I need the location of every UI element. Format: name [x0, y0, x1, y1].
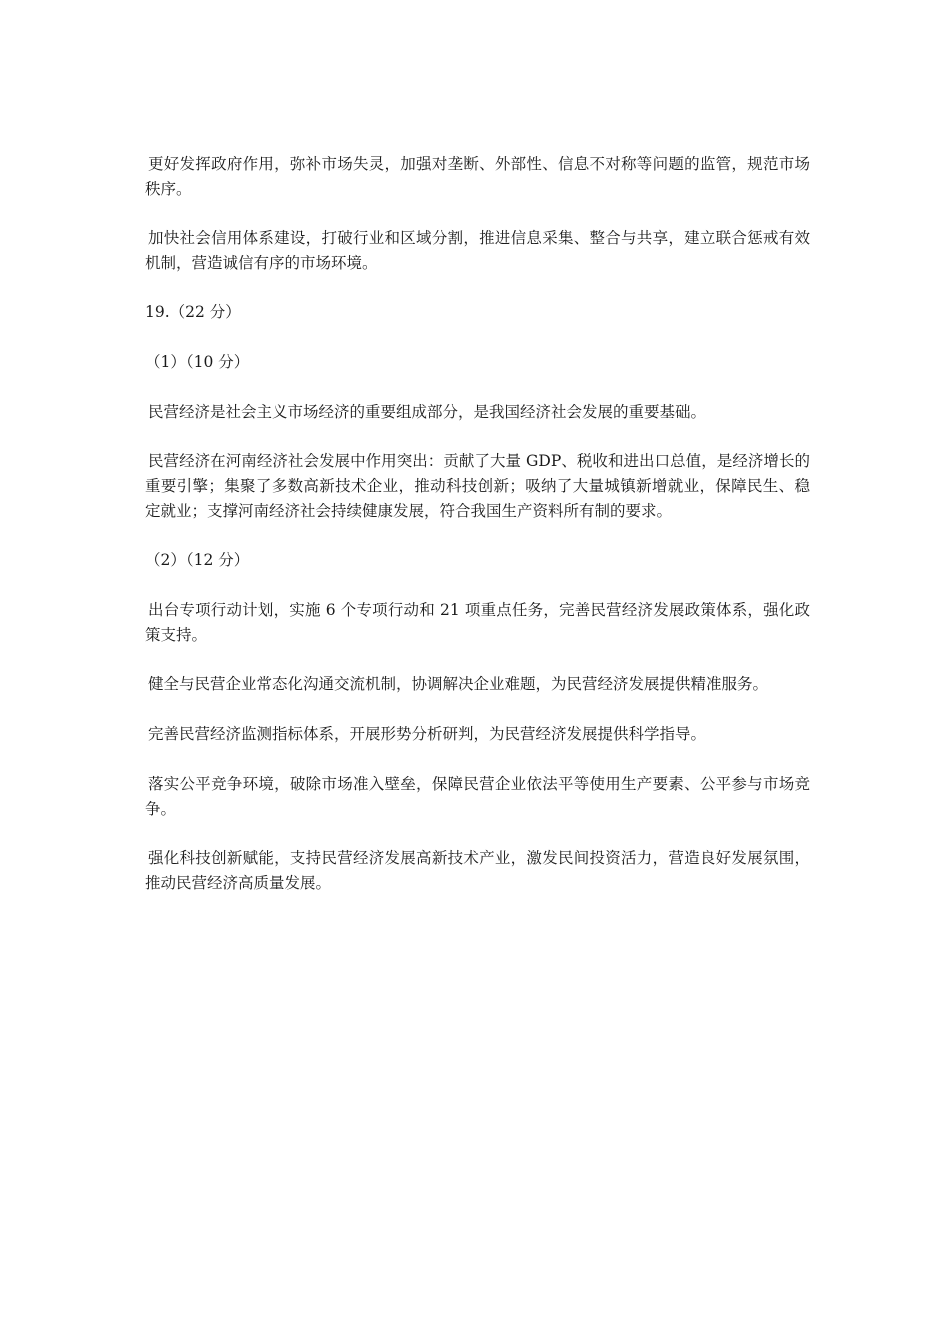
part1-label: （1）（10 分） [145, 353, 250, 371]
part2-paragraph-1: 出台专项行动计划，实施 6 个专项行动和 21 项重点任务，完善民营经济发展政策体系，强化政策支持。 [145, 601, 810, 644]
part1-paragraph-1: 民营经济是社会主义市场经济的重要组成部分，是我国经济社会发展的重要基础。 [148, 403, 707, 421]
part2-label: （2）（12 分） [145, 551, 250, 569]
paragraph-credit-system: 加快社会信用体系建设，打破行业和区域分割，推进信息采集、整合与共享，建立联合惩戒有效机制，营造诚信有序的市场环境。 [145, 229, 810, 272]
question-number: 19.（22 分） [145, 303, 241, 321]
part2-paragraph-3: 完善民营经济监测指标体系，开展形势分析研判，为民营经济发展提供科学指导。 [148, 725, 707, 743]
part2-paragraph-4: 落实公平竞争环境，破除市场准入壁垒，保障民营企业依法平等使用生产要素、公平参与市场竞争。 [145, 775, 810, 818]
part2-paragraph-5: 强化科技创新赋能，支持民营经济发展高新技术产业，激发民间投资活力，营造良好发展氛围，推动民营经济高质量发展。 [145, 849, 810, 892]
part2-paragraph-2: 健全与民营企业常态化沟通交流机制，协调解决企业难题，为民营经济发展提供精准服务。 [148, 675, 769, 693]
part1-paragraph-2: 民营经济在河南经济社会发展中作用突出：贡献了大量 GDP、税收和进出口总值，是经济增长的重要引擎；集聚了多数高新技术企业，推动科技创新；吸纳了大量城镇新增就业，保障民生、稳定就业；支撑河南经济社会持续健康发展，符合我国生产资料所有制的要求。 [145, 452, 810, 520]
paragraph-market-regulation: 更好发挥政府作用，弥补市场失灵，加强对垄断、外部性、信息不对称等问题的监管，规范市场秩序。 [145, 155, 810, 198]
